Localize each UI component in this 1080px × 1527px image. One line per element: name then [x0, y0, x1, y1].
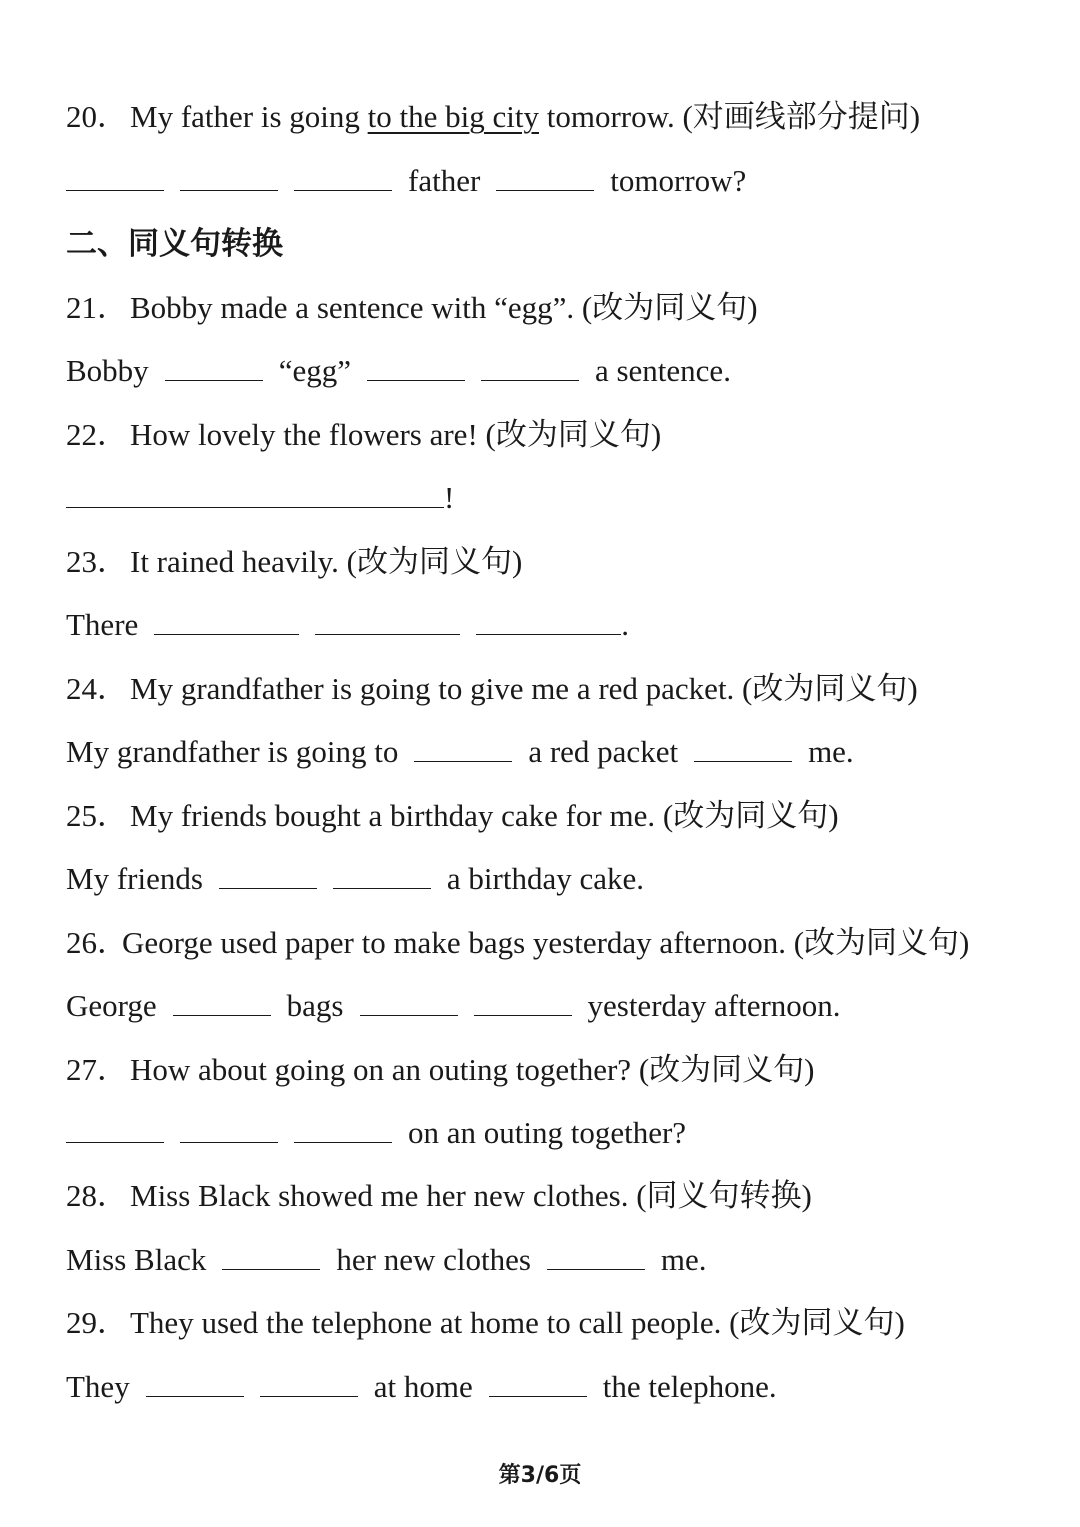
answer-blank[interactable] — [360, 987, 458, 1016]
question-text: They used the telephone at home to call people. (改为同义句) — [130, 1305, 905, 1340]
answer-word: . — [621, 607, 630, 642]
answer-blank[interactable] — [496, 162, 594, 191]
answer-word: bags — [286, 988, 344, 1023]
question-25 — [66, 796, 1046, 836]
question-23 — [66, 542, 1046, 582]
answer-22 — [66, 478, 1046, 518]
question-21 — [66, 288, 1046, 328]
answer-word: a red packet — [528, 734, 679, 769]
answer-word: There — [66, 607, 139, 642]
answer-word: on an outing together? — [408, 1115, 687, 1150]
answer-word: tomorrow? — [610, 163, 747, 198]
question-number: 24． — [66, 671, 128, 706]
answer-word: a sentence. — [594, 353, 731, 388]
question-text: My grandfather is going to give me a red packet. (改为同义句) — [130, 671, 918, 706]
answer-word: “egg” — [278, 353, 351, 388]
answer-word: My friends — [66, 861, 203, 896]
answer-word: her new clothes — [336, 1242, 531, 1277]
answer-blank[interactable] — [414, 733, 512, 762]
answer-25 — [66, 859, 1046, 899]
question-28 — [66, 1176, 1046, 1216]
answer-20 — [66, 161, 1046, 201]
question-27 — [66, 1050, 1046, 1090]
answer-blank[interactable] — [367, 352, 465, 381]
answer-blank[interactable] — [481, 352, 579, 381]
answer-word: ! — [444, 480, 455, 515]
answer-blank[interactable] — [146, 1368, 244, 1397]
answer-blank[interactable] — [260, 1368, 358, 1397]
answer-blank[interactable] — [66, 1114, 164, 1143]
answer-27 — [66, 1113, 1046, 1153]
question-number: 23． — [66, 544, 128, 579]
answer-blank[interactable] — [294, 162, 392, 191]
question-26 — [66, 923, 1046, 963]
page-number: 第3/6页 — [498, 1463, 582, 1488]
question-number: 26． — [66, 925, 128, 960]
question-number: 28． — [66, 1178, 128, 1213]
answer-word: at home — [373, 1369, 473, 1404]
answer-word: They — [66, 1369, 130, 1404]
question-number: 22． — [66, 417, 128, 452]
question-number: 21． — [66, 290, 128, 325]
answer-blank[interactable] — [180, 1114, 278, 1143]
answer-29 — [66, 1367, 1046, 1407]
question-text: Miss Black showed me her new clothes. (同义句转换) — [130, 1178, 812, 1213]
answer-word: George — [66, 988, 157, 1023]
question-24 — [66, 669, 1046, 709]
answer-blank[interactable] — [154, 606, 299, 635]
answer-26 — [66, 986, 1046, 1026]
answer-blank[interactable] — [180, 162, 278, 191]
question-text: How about going on an outing together? (改为同义句) — [130, 1052, 815, 1087]
answer-blank[interactable] — [489, 1368, 587, 1397]
question-text: Bobby made a sentence with “egg”. (改为同义句) — [130, 290, 758, 325]
question-20 — [66, 97, 1046, 137]
answer-21 — [66, 351, 1046, 391]
answer-23 — [66, 605, 1046, 645]
answer-blank[interactable] — [547, 1241, 645, 1270]
section-title: 二、同义句转换 — [66, 226, 283, 262]
answer-word: a birthday cake. — [446, 861, 645, 896]
answer-word: Bobby — [66, 353, 149, 388]
question-text: My friends bought a birthday cake for me. (改为同义句) — [130, 798, 839, 833]
question-number: 27． — [66, 1052, 128, 1087]
answer-word: yesterday afternoon. — [587, 988, 841, 1023]
answer-blank[interactable] — [219, 860, 317, 889]
underlined-phrase: to the big city — [367, 99, 539, 134]
question-22 — [66, 415, 1046, 455]
answer-24 — [66, 732, 1046, 772]
answer-word: father — [408, 163, 481, 198]
answer-blank[interactable] — [294, 1114, 392, 1143]
question-text: It rained heavily. (改为同义句) — [130, 544, 523, 579]
answer-blank[interactable] — [694, 733, 792, 762]
question-text-end: tomorrow. (对画线部分提问) — [538, 99, 921, 134]
answer-blank[interactable] — [333, 860, 431, 889]
answer-blank[interactable] — [66, 479, 444, 508]
answer-word: My grandfather is going to — [66, 734, 399, 769]
answer-word: me. — [808, 734, 854, 769]
question-text: How lovely the flowers are! (改为同义句) — [130, 417, 662, 452]
answer-blank[interactable] — [173, 987, 271, 1016]
answer-blank[interactable] — [222, 1241, 320, 1270]
question-number: 20． — [66, 99, 128, 134]
question-text: My father is going — [130, 99, 368, 134]
answer-word: Miss Black — [66, 1242, 207, 1277]
answer-blank[interactable] — [476, 606, 621, 635]
answer-28 — [66, 1240, 1046, 1280]
question-text: George used paper to make bags yesterday afternoon. (改为同义句) — [122, 925, 970, 960]
answer-blank[interactable] — [165, 352, 263, 381]
answer-word: me. — [660, 1242, 707, 1277]
answer-blank[interactable] — [315, 606, 460, 635]
answer-blank[interactable] — [474, 987, 572, 1016]
answer-blank[interactable] — [66, 162, 164, 191]
answer-word: the telephone. — [602, 1369, 777, 1404]
question-29 — [66, 1303, 1046, 1343]
question-number: 29． — [66, 1305, 128, 1340]
question-number: 25． — [66, 798, 128, 833]
